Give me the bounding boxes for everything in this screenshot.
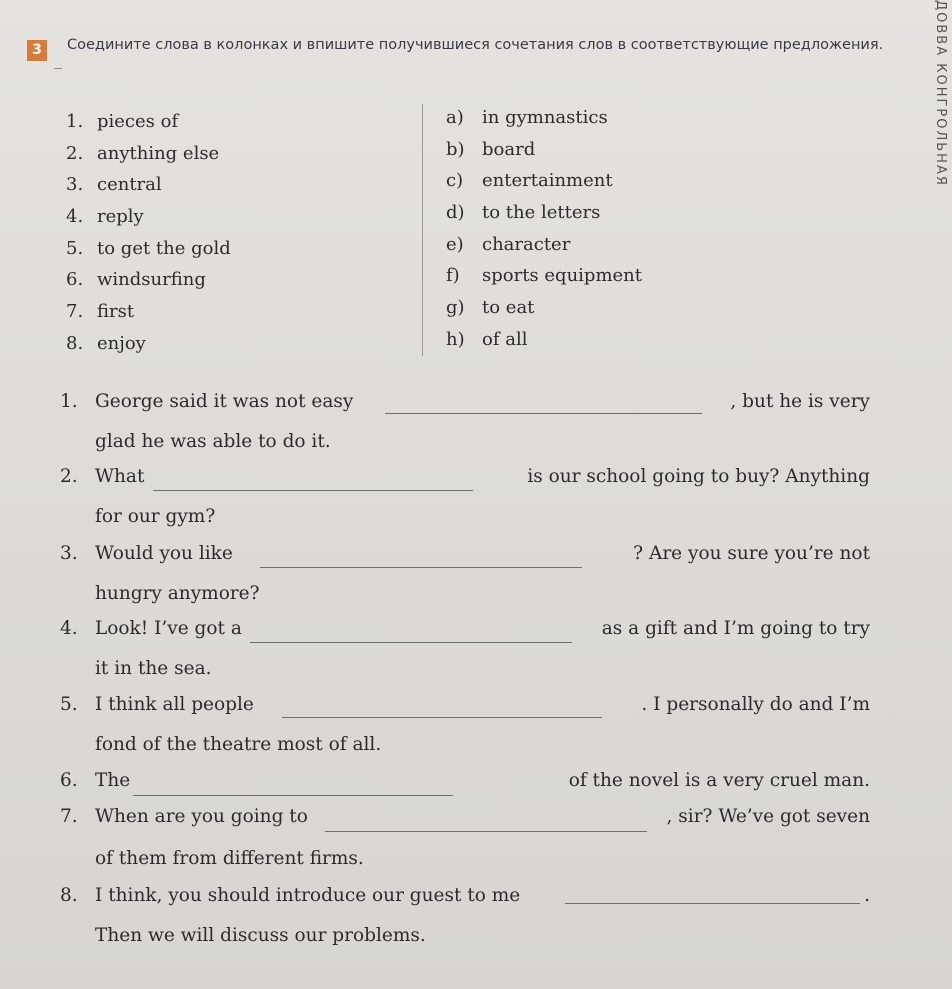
right-item: b) board [446,138,536,160]
sentence-1: 1. George said it was not easy , but he is very glad he was able to do it. [60,391,870,452]
right-item: h) of all [446,328,528,350]
sentence-5: 5. I think all people . I personally do and I’m fond of the theatre most of all. [60,694,870,755]
exercise-instruction: Соедините слова в колонках и впишите получившиеся сочетания слов в соответствующие предложения. [67,37,884,53]
answer-blank[interactable] [153,490,473,491]
exercise-number-badge: 3 [27,40,47,61]
answer-blank[interactable] [133,795,453,796]
answer-blank[interactable] [565,903,860,904]
right-item: g) to eat [446,297,535,319]
answer-blank[interactable] [325,831,647,832]
sentence-6: 6. The of the novel is a very cruel man. [60,766,870,796]
left-item: 8. enjoy [66,332,146,354]
sentence-3: 3. Would you like ? Are you sure you’re not hungry anymore? [60,543,870,604]
answer-blank[interactable] [385,413,702,414]
instruction-dash [54,68,62,69]
left-item: 1. pieces of [66,111,179,132]
left-item: 4. reply [66,206,144,228]
answer-blank[interactable] [260,567,582,568]
sentence-7: 7. When are you going to , sir? We’ve got seven of them from different firms. [60,806,870,869]
right-item: d) to the letters [446,202,601,224]
sentence-8: 8. I think, you should introduce our guest to me . Then we will discuss our problems. [60,885,870,946]
left-item: 6. windsurfing [66,269,206,291]
right-item: e) character [446,233,571,255]
right-item: a) in gymnastics [446,107,608,128]
left-column [66,106,231,360]
answer-blank[interactable] [250,642,572,643]
right-item: f) sports equipment [446,265,642,287]
sentence-2: 2. What is our school going to buy? Anything for our gym? [60,466,870,527]
right-item: c) entertainment [446,170,613,192]
sentence-4: 4. Look! I’ve got a as a gift and I’m going to try it in the sea. [60,618,870,679]
column-divider [422,104,423,356]
left-item: 7. first [66,301,135,323]
answer-blank[interactable] [282,717,602,718]
left-item: 3. central [66,174,162,196]
right-column [446,102,642,356]
left-item: 2. anything else [66,142,220,164]
side-page-label: ДОВВА КОНГРОЛЬНАЯ [933,0,948,187]
left-item: 5. to get the gold [66,237,231,259]
